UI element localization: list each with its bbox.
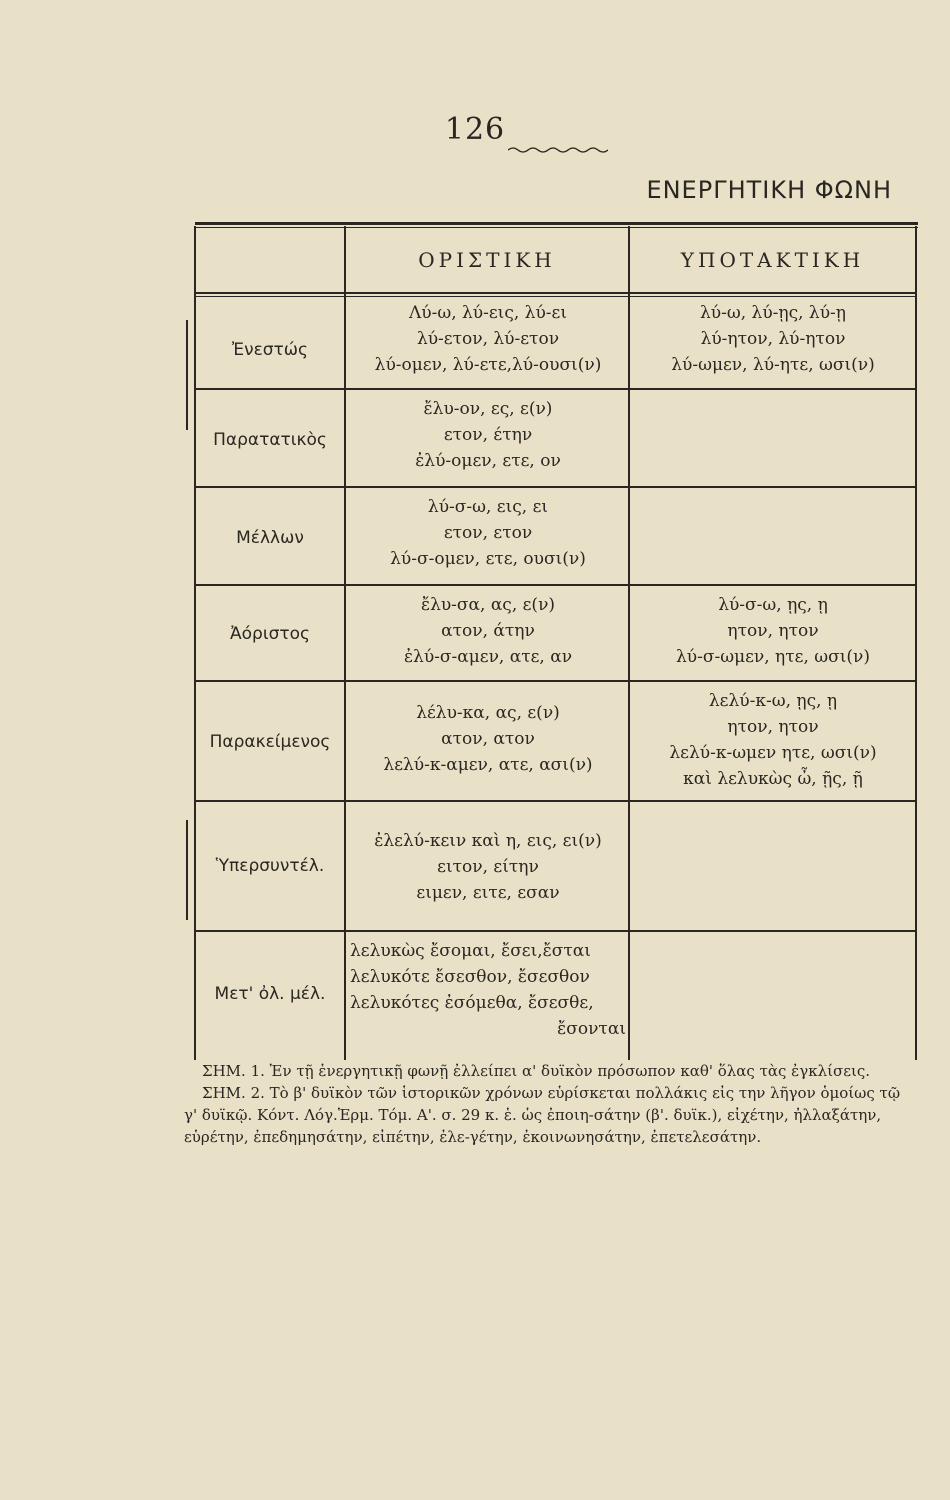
decorative-wavy-rule — [508, 146, 608, 154]
form-line: ἔλυ-σα, ας, ε(ν) — [420, 595, 556, 615]
form-line: ἔσονται — [557, 1019, 626, 1039]
form-line: λέλυ-κα, ας, ε(ν) — [416, 703, 560, 723]
header-rule — [195, 292, 917, 294]
form-line: λελυκότες ἐσόμεθα, ἔσεσθε, — [350, 993, 594, 1013]
subjunctive-cell — [634, 300, 912, 378]
indicative-cell — [350, 828, 626, 906]
form-line: ἐλύ-ομεν, ετε, ον — [415, 451, 561, 471]
footnotes — [184, 1060, 904, 1148]
subjunctive-cell — [634, 688, 912, 792]
indicative-header: ΟΡΙΣΤΙΚΗ — [418, 248, 556, 272]
form-line: ἔλυ-ον, ες, ε(ν) — [423, 399, 553, 419]
indicative-cell — [350, 938, 626, 1042]
footnote-1: ΣΗΜ. 1. Ἐν τῇ ἐνεργητικῇ φωνῇ ἐλλείπει α' δυϊκὸν πρόσωπον καθ' ὅλας τὰς ἐγκλίσεις. — [202, 1062, 871, 1080]
form-line: ατον, άτην — [441, 621, 535, 641]
form-line: ἐλελύ-κειν καὶ η, εις, ει(ν) — [374, 831, 602, 851]
form-line: λελυκότε ἔσεσθον, ἔσεσθον — [350, 967, 590, 987]
table-divider-moods — [628, 226, 630, 1060]
form-line: λύ-σ-ωμεν, ητε, ωσι(ν) — [676, 647, 870, 667]
top-rule-thick — [195, 222, 918, 225]
page-number: 126 — [444, 112, 506, 147]
row-rule-2 — [195, 486, 917, 488]
footnote-2: ΣΗΜ. 2. Τὸ β' δυϊκὸν τῶν ἱστορικῶν χρόνων εὑρίσκεται πολλάκις εἰς την λῆγον ὁμοίως τῷ γ' δυϊκῷ. Κόντ. Λόγ.Ἑρμ. Τόμ. Α'. σ. 29 κ. ἑ. ὡς ἐποιη-σάτην (β'. δυϊκ.), εἰχέτην, ἠλλαξάτην, εὑρέτην, ἐπεδημησάτην, εἰπέτην, ἐλε-γέτην, ἐκοινωνησάτην, ἐπετελεσάτην. — [184, 1084, 901, 1146]
form-line: λελύ-κ-ω, ῃς, ῃ — [708, 691, 838, 711]
form-line: ητον, ητον — [727, 621, 819, 641]
form-line: λύ-ωμεν, λύ-ητε, ωσι(ν) — [671, 355, 875, 375]
row-rule-4 — [195, 680, 917, 682]
form-line: λύ-σ-ομεν, ετε, ουσι(ν) — [390, 549, 586, 569]
tense-label: Παρατατικὸς — [213, 430, 327, 450]
tense-label: Μέλλων — [236, 528, 304, 548]
form-line: λύ-ητον, λύ-ητον — [700, 329, 846, 349]
form-line: Λύ-ω, λύ-εις, λύ-ει — [408, 303, 567, 323]
form-line: καὶ λελυκὼς ὦ, ῇς, ῇ — [683, 769, 863, 789]
form-line: ειτον, είτην — [437, 857, 539, 877]
form-line: λελυκὼς ἔσομαι, ἔσει,ἔσται — [350, 941, 591, 961]
top-rule-thin — [195, 227, 918, 228]
row-rule-3 — [195, 584, 917, 586]
row-rule-1 — [195, 388, 917, 390]
tense-label: Ἐνεστώς — [232, 340, 308, 360]
form-line: ειμεν, ειτε, εσαν — [416, 883, 560, 903]
form-line: λύ-ομεν, λύ-ετε,λύ-ουσι(ν) — [374, 355, 602, 375]
form-line: ετον, ετον — [443, 523, 533, 543]
indicative-cell — [350, 494, 626, 572]
indicative-cell — [350, 592, 626, 670]
table-left-margin-mark-lower — [186, 820, 188, 920]
form-line: ατον, ατον — [441, 729, 535, 749]
form-line: λελύ-κ-αμεν, ατε, ασι(ν) — [383, 755, 593, 775]
tense-label: Μετ' ὀλ. μέλ. — [214, 984, 326, 1004]
table-left-margin-mark — [186, 320, 188, 430]
indicative-cell — [350, 700, 626, 778]
form-line: λύ-ετον, λύ-ετον — [416, 329, 560, 349]
tense-label: Παρακείμενος — [209, 732, 331, 752]
header-rule-thin — [195, 296, 917, 297]
tense-label: Ὑπερσυντέλ. — [215, 856, 325, 876]
tense-label: Ἀόριστος — [230, 624, 310, 644]
form-line: ετον, έτην — [443, 425, 533, 445]
form-line: λύ-σ-ω, εις, ει — [427, 497, 549, 517]
indicative-cell — [350, 396, 626, 474]
form-line: λελύ-κ-ωμεν ητε, ωσι(ν) — [669, 743, 877, 763]
subjunctive-cell — [634, 592, 912, 670]
table-right-border — [915, 226, 917, 1060]
form-line: λύ-ω, λύ-ῃς, λύ-ῃ — [700, 303, 846, 323]
row-rule-6 — [195, 930, 917, 932]
indicative-cell — [350, 300, 626, 378]
form-line: λύ-σ-ω, ῃς, ῃ — [718, 595, 828, 615]
subjunctive-header: ΥΠΟΤΑΚΤΙΚΗ — [680, 248, 865, 272]
form-line: ἐλύ-σ-αμεν, ατε, αν — [403, 647, 573, 667]
form-line: ητον, ητον — [727, 717, 819, 737]
chapter-title: ΕΝΕΡΓΗΤΙΚΗ ΦΩΝΗ — [646, 176, 892, 204]
row-rule-5 — [195, 800, 917, 802]
